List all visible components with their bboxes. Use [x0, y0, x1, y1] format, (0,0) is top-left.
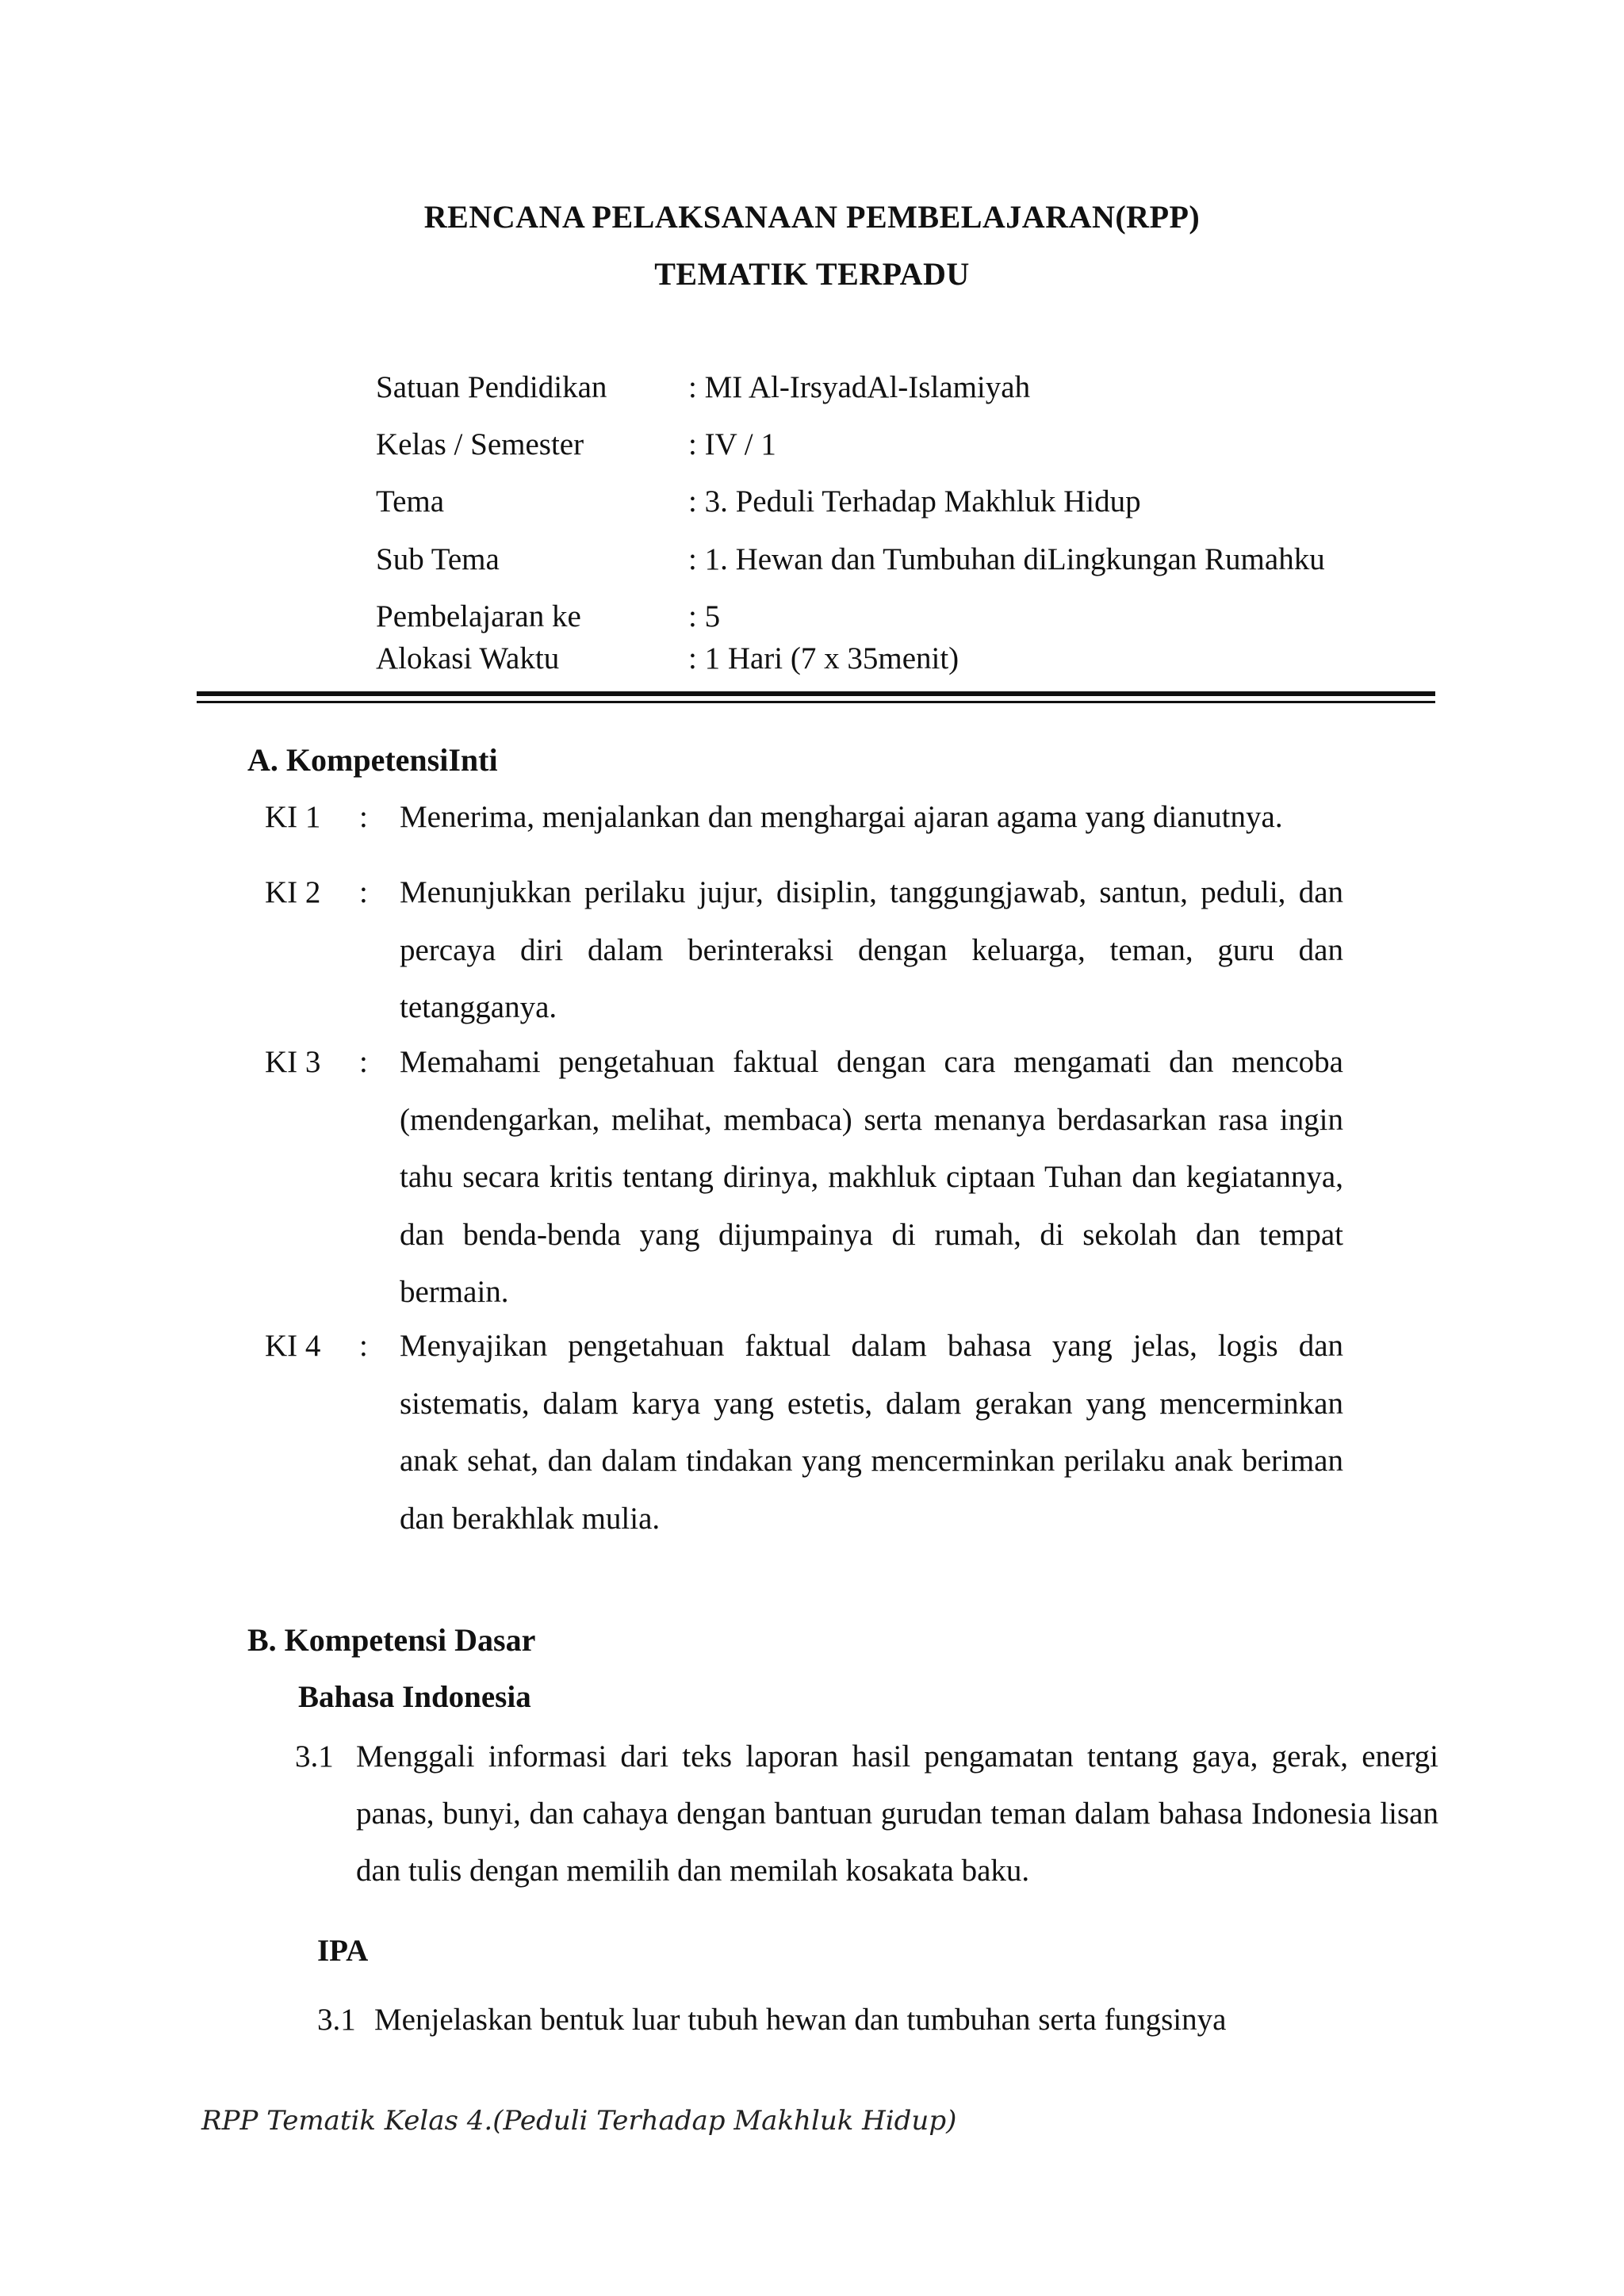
kd-text [356, 1728, 1438, 1900]
document-subtitle: TEMATIK TERPADU [654, 256, 970, 292]
kd-number: 3.1 [317, 2003, 356, 2037]
info-value-satuan: : MI Al-IrsyadAl-Islamiyah [688, 370, 1031, 404]
kd-number: 3.1 [295, 1739, 334, 1774]
section-a-heading: A. KompetensiInti [247, 742, 498, 778]
info-label-pembelajaran: Pembelajaran ke [376, 599, 581, 633]
kd-text-content: Menggali informasi dari teks laporan hasil pengamatan tentang gaya, gerak, energi panas, bunyi, dan cahaya dengan bantuan gurudan teman dalam bahasa Indonesia lisan dan tulis dengan memilih dan memilah kosakata baku. [356, 1739, 1438, 1888]
ki-label: KI 4 [265, 1329, 321, 1363]
ki-label: KI 3 [265, 1045, 321, 1079]
info-value-pembelajaran: : 5 [688, 599, 721, 633]
ki-text: Menerima, menjalankan dan menghargai ajaran agama yang dianutnya. [400, 800, 1283, 834]
kd-text: Menjelaskan bentuk luar tubuh hewan dan tumbuhan serta fungsinya [374, 2003, 1227, 2037]
ki-colon: : [359, 800, 368, 834]
info-label-alokasi: Alokasi Waktu [376, 641, 560, 675]
info-label-subtema: Sub Tema [376, 542, 500, 576]
info-value-subtema: : 1. Hewan dan Tumbuhan diLingkungan Rumahku [688, 542, 1325, 576]
info-label-kelas: Kelas / Semester [376, 427, 584, 461]
ki-label: KI 2 [265, 875, 321, 909]
ipa-heading: IPA [317, 1934, 369, 1968]
ki-text: Memahami pengetahuan faktual dengan cara mengamati dan mencoba (mendengarkan, melihat, membaca) serta menanya berdasarkan rasa ingin tahu secara kritis tentang dirinya, makhluk ciptaan Tuhan dan kegiatannya, dan benda-benda yang dijumpainya di rumah, di sekolah dan tempat bermain. [400, 1045, 1343, 1309]
ki-colon: : [359, 1045, 368, 1079]
info-value-alokasi: : 1 Hari (7 x 35menit) [688, 641, 959, 675]
bahasa-indonesia-heading: Bahasa Indonesia [298, 1680, 531, 1714]
section-b-heading: B. Kompetensi Dasar [247, 1622, 536, 1658]
info-value-tema: : 3. Peduli Terhadap Makhluk Hidup [688, 484, 1141, 519]
info-label-tema: Tema [376, 484, 445, 519]
info-label-satuan: Satuan Pendidikan [376, 370, 607, 404]
info-value-kelas: : IV / 1 [688, 427, 776, 461]
ki-label: KI 1 [265, 800, 321, 834]
ki-colon: : [359, 875, 368, 909]
ki-text: Menyajikan pengetahuan faktual dalam bahasa yang jelas, logis dan sistematis, dalam karya yang estetis, dalam gerakan yang mencerminkan anak sehat, dan dalam tindakan yang mencerminkan perilaku anak beriman dan berakhlak mulia. [400, 1329, 1343, 1536]
page-footer: RPP Tematik Kelas 4.(Peduli Terhadap Makhluk Hidup) [201, 2105, 957, 2137]
header-divider-thick [197, 691, 1435, 696]
ki-colon: : [359, 1329, 368, 1363]
ki-text: Menunjukkan perilaku jujur, disiplin, tanggungjawab, santun, peduli, dan percaya diri dalam berinteraksi dengan keluarga, teman, guru dan tetangganya. [400, 875, 1343, 1024]
document-title: RENCANA PELAKSANAAN PEMBELAJARAN(RPP) [423, 199, 1201, 235]
header-divider-thin [197, 701, 1435, 703]
